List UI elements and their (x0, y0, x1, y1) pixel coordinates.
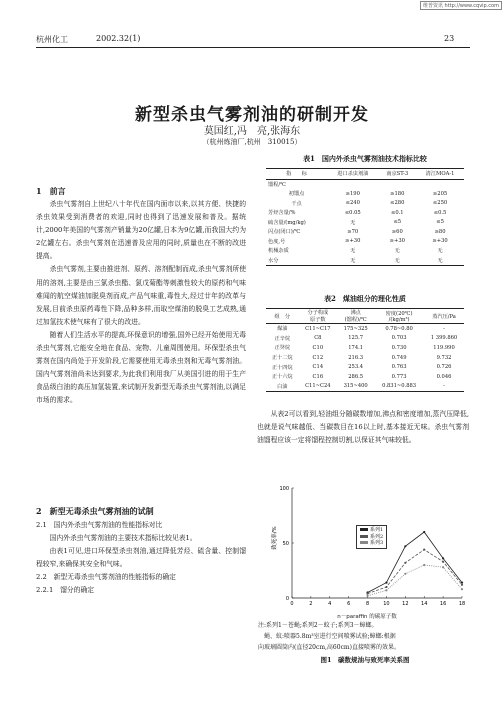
chart-legend (356, 525, 387, 549)
table-cell: 0.773 (391, 373, 407, 380)
data-point (385, 586, 387, 588)
table1 (266, 168, 464, 266)
table-cell: 无 (327, 256, 378, 266)
journal-name: 杭州化工 (36, 35, 68, 44)
x-tick-label: 12 (402, 601, 409, 607)
paragraph: 杀虫气雾剂自上世纪八十年代在国内面市以来,以其方便、快捷的杀虫效果受到消费者的欢迎,同时也得到了迅速发展和普及。据统计,2000年美国的气雾剂产销量为20亿罐,日本为9亿罐,而我国大约为2亿罐左右。杀虫气雾剂在迅速普及应用的同时,质量也在不断的改进提高。 (36, 200, 246, 261)
table-cell: 315~400 (337, 382, 374, 392)
figure-note: 向玻璃圆筒内(直径20cm,高60cm)直接喷雾的效果。 (258, 644, 400, 651)
table-cell: ≤0.5 (433, 209, 447, 216)
table-cell: 芳烃含量/% (268, 210, 296, 217)
table-cell: 119.990 (433, 344, 455, 351)
table-cell: 0.730 (391, 344, 407, 351)
data-point (366, 595, 368, 597)
table-header-cell: 蒸汽压/Pa (424, 309, 464, 324)
table-cell: 9.732 (436, 354, 452, 361)
subsection-heading: 2.1 国内外杀虫气雾剂油的性能指标对比 (36, 521, 163, 529)
table-row (266, 237, 464, 247)
x-tick-label: 2 (309, 601, 313, 607)
data-point (461, 588, 463, 590)
table-cell: 无 (437, 248, 443, 255)
legend-swatch (360, 541, 368, 544)
table-header-cell: 清江MOA-1 (416, 169, 464, 180)
table-cell: 机械杂质 (268, 248, 289, 255)
figure1-caption: 图1 碳数规油与致死率关系图 (320, 656, 410, 664)
table-cell: 正十六烷 (271, 374, 293, 381)
data-point (385, 582, 387, 584)
section2-body (36, 519, 246, 598)
table-cell: ≥60 (391, 228, 403, 235)
x-tick-label: 14 (421, 601, 428, 607)
figure-note: 蝇、蚊:喷器5.8m³室进行空间喷雾试验;蟑螂:根据 (264, 633, 396, 640)
table-cell: 175~325 (343, 325, 368, 332)
table-cell: 无 (378, 256, 416, 266)
data-point (423, 549, 425, 551)
x-tick-label: 18 (458, 601, 466, 607)
y-tick-label: 50 (282, 540, 289, 547)
section1-body (36, 198, 246, 408)
table-header-cell: 沸点 (馏程)/℃ (337, 309, 374, 324)
table-cell: - (443, 325, 445, 332)
table-cell: 无 (394, 248, 400, 255)
legend-label: 系列1 (370, 527, 384, 533)
legend-swatch (360, 528, 368, 531)
legend-label: 系列2 (370, 533, 384, 540)
paper-title: 新型杀虫气雾剂油的研制开发 (135, 105, 369, 125)
figure-notes (258, 620, 472, 653)
data-point (461, 584, 463, 586)
table-cell: ≤5 (393, 219, 402, 226)
table-row (266, 179, 464, 189)
table-row (266, 199, 464, 209)
table-cell: 色度,号 (268, 238, 286, 245)
table-cell: ≥+30 (432, 238, 448, 245)
table-cell: 174.1 (348, 344, 364, 351)
table-header-cell: 南京ST-3 (378, 169, 416, 180)
data-point (442, 566, 444, 568)
table-cell: ≤0.05 (344, 209, 361, 216)
table-row (266, 353, 464, 363)
y-axis-label: 致死率/% (272, 526, 278, 550)
table-cell: 无 (350, 219, 356, 226)
table-cell: 无 (350, 248, 356, 255)
table-cell: ≤5 (436, 219, 444, 226)
table-cell: ≤280 (390, 200, 405, 207)
data-point (423, 564, 425, 566)
paragraph: 杀虫气雾剂,主要由推进剂、原药、溶剂配制而成,杀虫气雾剂所使用的溶剂,主要是由三氯杀虫酯、氯戊菊酯等刺激性较大的原药和气味难闻的航空煤油加脱臭剂而成,产品气味重,毒性大,经过廿年的改革与发展,目前杀虫原药毒性下降,品种多样,而取空煤油的脱臭工艺成熟,通过加氢技术使气味有了很大的改进。 (36, 265, 246, 326)
paragraph: 国内外杀虫气雾剂油的主要技术指标比较见表1。 (49, 534, 197, 543)
figure-note: 注:系列1－苍蝇;系列2－蚊子;系列3－蟑螂。 (258, 622, 378, 629)
table1-caption: 表1 国内外杀虫气雾剂油技术指标比较 (303, 154, 427, 163)
right-paragraph (257, 408, 469, 447)
table-cell: ≥80 (434, 228, 446, 235)
table-cell: C12 (312, 354, 324, 361)
table-cell: 正癸烷 (274, 345, 291, 352)
table-row (266, 256, 464, 266)
table-cell: 0.703 (391, 335, 407, 342)
subsection-heading: 2.2 新型无毒杀虫气雾剂油的性能指标的确定 (36, 573, 176, 582)
x-tick-label: 10 (383, 601, 390, 607)
table-cell: 闪点(闭口)/℃ (268, 229, 301, 236)
table2-caption: 表2 煤油组分的理化性质 (324, 294, 406, 303)
table-cell: 0.749 (391, 354, 407, 361)
table-row (266, 218, 464, 228)
table-header-cell: 组 分 (266, 309, 298, 324)
data-point (404, 573, 406, 575)
table-cell: 286.5 (348, 373, 364, 380)
table-cell: ≤0.1 (390, 209, 404, 216)
x-tick-label: 0 (290, 601, 294, 607)
affiliation: （杭州炼油厂,杭州 310015） (202, 138, 302, 146)
table-header-row (266, 309, 464, 324)
table-header-cell: 密度(20℃) /(kg/m³) (374, 309, 424, 324)
table-cell: 0.78~0.80 (385, 325, 413, 332)
table-cell: 0.726 (436, 364, 452, 371)
table-cell: 白油 (266, 382, 298, 392)
table-cell: 初馏点 (288, 191, 305, 198)
table-cell: C11~C17 (305, 325, 331, 332)
x-tick-label: 8 (365, 601, 370, 607)
table-cell: C11~C24 (298, 382, 337, 392)
data-point (442, 557, 444, 559)
table-cell: ≥70 (347, 228, 359, 235)
table2 (266, 308, 464, 392)
table-cell: ≥180 (390, 190, 405, 197)
table-cell: 正辛烷 (274, 335, 291, 342)
table-cell: ≥+30 (345, 238, 361, 245)
table-header-cell: 分子构成 原子数 (298, 309, 337, 324)
table-cell: ≤250 (432, 200, 448, 207)
data-point (404, 545, 406, 547)
legend-label: 系列3 (370, 540, 384, 546)
table-cell (378, 179, 416, 189)
data-point (385, 589, 387, 591)
data-point (366, 593, 368, 595)
table-cell: 216.3 (348, 354, 364, 361)
table-cell: ≥190 (345, 190, 360, 197)
x-tick-label: 6 (347, 601, 351, 607)
data-point (404, 562, 406, 564)
table-cell: ≥+30 (389, 238, 405, 245)
x-tick-label: 16 (439, 601, 447, 607)
paragraph: 随着人们生活水平的提高,环保意识的增强,国外已经开始使用无毒杀虫气雾剂,它能安全地在食品、宠物、儿童周围使用。环保型杀虫气雾剂在国内尚处于开发阶段,它需要使用无毒杀虫剂和无毒气雾剂油。国内气雾剂油尚未达到要求,为此我们利用我厂从美国引进的用于生产食品级白油的高压加氢装置,来试制开发新型无毒杀虫气雾剂油,以满足市场的需求。 (36, 330, 246, 405)
paragraph: 由表1可见,进口环保型杀虫剂油,通过降低芳烃、硫含量、控制馏程较窄,来确保其安全和气味。 (36, 547, 246, 569)
data-point (442, 561, 444, 563)
table-cell: 无 (416, 256, 464, 266)
table-cell: 正十四烷 (271, 364, 293, 371)
authors: 莫国红,冯 亮,张海东 (203, 126, 301, 137)
table-cell: C14 (312, 364, 324, 371)
table-row (266, 208, 464, 218)
table-cell: 0.831~0.883 (374, 382, 424, 392)
table-row (266, 324, 464, 334)
table-cell: - (424, 382, 464, 392)
table-header-row (266, 169, 464, 180)
table-row (266, 189, 464, 199)
legend-swatch (360, 535, 368, 538)
table-cell: 水分 (266, 256, 327, 266)
x-tick-label: 4 (328, 601, 332, 607)
table-cell: 馏程/℃ (268, 181, 286, 188)
table-cell: 硫含量/(mg/kg) (268, 219, 306, 226)
table-cell: 125.7 (348, 335, 364, 342)
table-header-cell: 指 标 (266, 169, 327, 180)
subsection-heading: 2.2.1 馏分的确定 (36, 586, 95, 595)
section2-heading: 2 新型无毒杀虫气雾剂油的试制 (36, 506, 154, 516)
table-cell: 干点 (291, 200, 302, 207)
table-row (266, 343, 464, 353)
table-cell: 0.763 (391, 364, 407, 371)
data-point (423, 531, 425, 533)
table-row (266, 382, 464, 392)
series-line (368, 565, 462, 596)
table-cell: 正十二烷 (271, 355, 293, 362)
table-cell: C10 (312, 344, 324, 351)
journal-issue: 2002.32(1) (96, 34, 141, 43)
table-cell (416, 179, 464, 189)
x-axis-label: n－paraffin 的碳原子数 (337, 614, 397, 620)
section1-heading: 1 前言 (36, 186, 66, 196)
y-tick-label: 0 (285, 595, 289, 602)
table-cell: 1 399.860 (430, 335, 458, 342)
header-rule (36, 47, 470, 48)
table-cell: 0.046 (436, 373, 452, 380)
table-header-cell: 进口杀虫剂油 (327, 169, 378, 180)
table-cell (327, 179, 378, 189)
table-row (266, 372, 464, 382)
y-tick-label: 100 (279, 485, 289, 492)
paragraph: 从表2可以看到,轻油组分随碳数增加,沸点和密度增加,蒸汽压降低,也就是说气味越低、当碳数目在16以上时,基本接近无味。杀虫气雾剂油馏程应该一定将馏程控制切割,以保证其气味较低。 (257, 410, 469, 445)
watermark: 维普资讯 http://www.cqvip.com (420, 1, 502, 10)
page-number: 23 (444, 34, 455, 43)
table-cell: ≤240 (345, 200, 360, 207)
table-cell: C16 (312, 373, 324, 380)
table-cell: 煤油 (277, 326, 288, 333)
table-row (266, 362, 464, 372)
table-cell: 253.4 (348, 364, 364, 371)
table-cell: ≥205 (432, 190, 448, 197)
series-line (368, 550, 462, 594)
table-cell: C8 (314, 335, 322, 342)
table-row (266, 334, 464, 344)
table-row (266, 246, 464, 256)
table-row (266, 227, 464, 237)
legend-entry (360, 540, 383, 547)
